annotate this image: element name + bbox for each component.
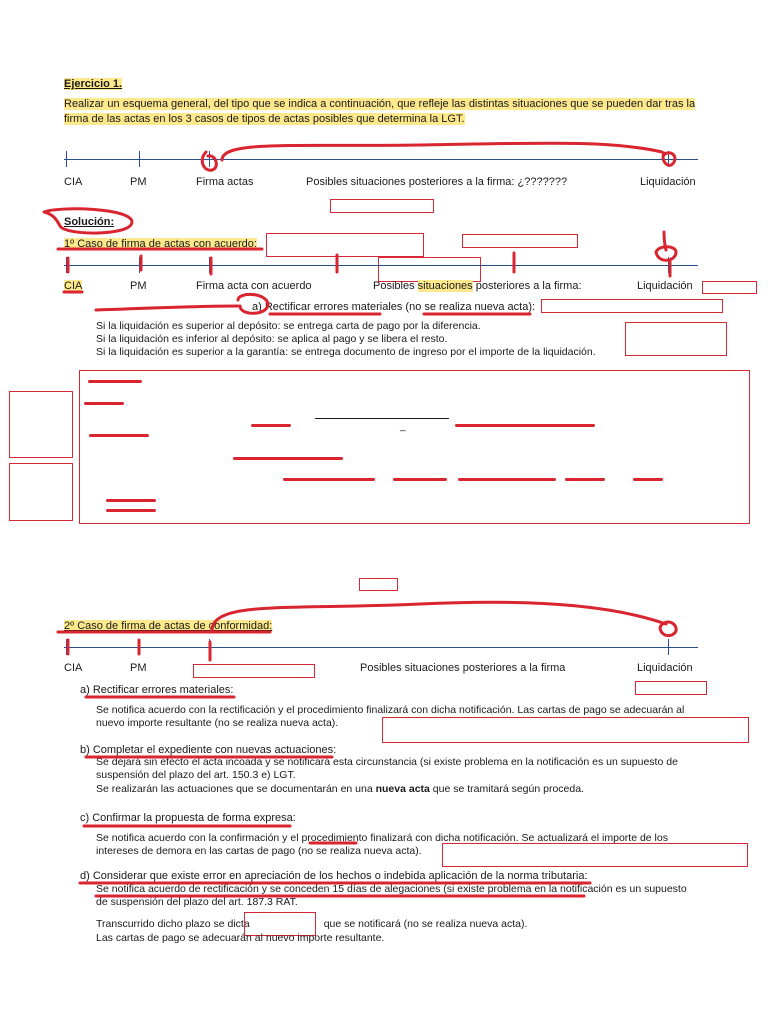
case-2-item-b-extra-post: que se tramitará según proceda. xyxy=(429,783,584,795)
case-2-item-b-line-2: suspensión del plazo del art. 150.3 e) LGT. xyxy=(96,769,296,781)
answer-box xyxy=(79,370,750,524)
case-2-item-d-label: d) Considerar que existe error en apreciación de los hechos o indebida aplicación de la norma tributaria: xyxy=(80,870,588,882)
handwritten-dash xyxy=(88,380,142,383)
case-1-title: 1º Caso de firma de actas con acuerdo: xyxy=(64,238,257,250)
annotation-box xyxy=(382,717,749,743)
timeline-3-tick-firma xyxy=(209,639,210,655)
ink-arrow xyxy=(664,232,666,250)
timeline-1-situaciones: Posibles situaciones posteriores a la firma: ¿??????? xyxy=(306,176,568,188)
annotation-box xyxy=(359,578,398,591)
fraction-line xyxy=(315,418,449,419)
case-1-item-a xyxy=(252,301,535,313)
timeline-1-firma: Firma actas xyxy=(196,176,254,188)
timeline-2-cia: CIA xyxy=(64,280,83,292)
timeline-2-firma: Firma acta con acuerdo xyxy=(196,280,312,292)
handwritten-dash xyxy=(89,434,149,437)
case-2-item-b-extra-pre: Se realizarán las actuaciones que se documentarán en una xyxy=(96,783,376,795)
case-1-item-a-letter: a) xyxy=(252,301,262,313)
handwritten-dash xyxy=(84,402,124,405)
timeline-1-liquidacion: Liquidación xyxy=(640,176,696,188)
case-1-line-2: Si la liquidación es inferior al depósito: se aplica al pago y se libera el resto. xyxy=(96,333,448,345)
timeline-3-tick-cia xyxy=(66,639,67,655)
timeline-1-pm: PM xyxy=(130,176,147,188)
handwritten-dash xyxy=(455,424,595,427)
case-1-line-1: Si la liquidación es superior al depósito: se entrega carta de pago por la diferencia. xyxy=(96,320,481,332)
case-2-item-c-line-1: Se notifica acuerdo con la confirmación y el procedimiento finalizará con dicha notificación. Se actualizará el importe de los xyxy=(96,832,668,844)
timeline-1-tick-firma xyxy=(209,151,210,167)
ink-arc xyxy=(212,602,666,632)
handwritten-dash xyxy=(458,478,556,481)
handwritten-dash xyxy=(251,424,291,427)
timeline-1-tick-cia xyxy=(66,151,67,167)
case-2-item-c-label: c) Confirmar la propuesta de forma expresa: xyxy=(80,812,296,824)
timeline-3-liquidacion: Liquidación xyxy=(637,662,693,674)
solution-title: Solución: xyxy=(64,216,115,228)
case-2-item-b-extra xyxy=(96,783,584,796)
case-2-item-d-extra-1-pre: Transcurrido dicho plazo se dicta xyxy=(96,918,250,930)
case-2-item-b-extra-bold: nueva acta xyxy=(375,783,430,795)
handwritten-dash xyxy=(283,478,375,481)
annotation-box xyxy=(9,463,73,521)
case-2-item-d-line-2: de suspensión del plazo del art. 187.3 RAT. xyxy=(96,896,298,908)
timeline-3-pm: PM xyxy=(130,662,147,674)
ink-arc xyxy=(222,143,662,160)
annotation-box xyxy=(378,257,481,282)
fraction-mark: _ xyxy=(400,421,406,432)
case-1-line-3: Si la liquidación es superior a la garantía: se entrega documento de ingreso por el importe de la liquidación. xyxy=(96,346,596,358)
timeline-3-cia: CIA xyxy=(64,662,83,674)
annotation-box xyxy=(330,199,434,213)
annotation-box xyxy=(702,281,757,294)
case-2-item-d-extra-1-post: que se notificará (no se realiza nueva acta). xyxy=(323,918,528,930)
timeline-2-pm: PM xyxy=(130,280,147,292)
case-2-item-b-label: b) Completar el expediente con nuevas actuaciones: xyxy=(80,744,337,756)
case-2-item-d-line-1: Se notifica acuerdo de rectificación y se conceden 15 días de alegaciones (si existe problema en la notificación es un supuesto xyxy=(96,883,687,895)
annotation-box xyxy=(541,299,723,313)
annotation-box xyxy=(442,843,748,867)
annotation-box xyxy=(635,681,707,695)
case-2-item-b-line-1: Se dejará sin efecto el acta incoada y se notificará esta circunstancia (si existe problema en la notificación es un supuesto de xyxy=(96,756,678,768)
timeline-2-situaciones-hl: situaciones xyxy=(417,280,473,292)
timeline-1-tick-pm xyxy=(139,151,140,167)
case-1-item-a-text: Rectificar errores materiales (no se realiza nueva acta): xyxy=(261,301,536,313)
ink-arrow xyxy=(96,306,238,310)
handwritten-dash xyxy=(565,478,605,481)
ink-circle xyxy=(660,622,676,636)
exercise-statement-text: Realizar un esquema general, del tipo que se indica a continuación, que refleje las distintas situaciones que se pueden dar tras la firma de las actas en los 3 casos de tipos de actas posibles que determina la LGT. xyxy=(64,98,696,125)
annotation-box xyxy=(193,664,315,678)
timeline-3-axis xyxy=(64,647,698,648)
exercise-statement xyxy=(64,97,714,127)
case-2-title: 2º Caso de firma de actas de conformidad: xyxy=(64,620,273,632)
timeline-3-tick-pm xyxy=(139,639,140,655)
timeline-2-liquidacion: Liquidación xyxy=(637,280,693,292)
handwritten-dash xyxy=(393,478,447,481)
exercise-title: Ejercicio 1. xyxy=(64,78,123,90)
case-2-item-d-extra-2: Las cartas de pago se adecuarán al nuevo importe resultante. xyxy=(96,932,385,944)
timeline-2-tick-liquidacion xyxy=(668,257,669,273)
timeline-1-cia: CIA xyxy=(64,176,83,188)
handwritten-dash xyxy=(233,457,343,460)
timeline-3-situaciones: Posibles situaciones posteriores a la firma xyxy=(360,662,566,674)
handwritten-dash xyxy=(106,509,156,512)
timeline-2-situaciones-pre: Posibles xyxy=(373,280,418,292)
timeline-2-situaciones-post: posteriores a la firma: xyxy=(472,280,582,292)
timeline-2-tick-cia xyxy=(66,257,67,273)
handwritten-dash xyxy=(106,499,156,502)
timeline-2-tick-pm xyxy=(139,257,140,273)
case-2-item-a-line-1: Se notifica acuerdo con la rectificación y el procedimiento finalizará con dicha notificación. Las cartas de pago se adecuarán al xyxy=(96,704,685,716)
ink-circle xyxy=(656,247,676,261)
annotation-box xyxy=(462,234,578,248)
annotation-box xyxy=(625,322,727,356)
timeline-2-axis xyxy=(64,265,698,266)
timeline-2-tick-firma xyxy=(209,257,210,273)
case-2-item-c-line-2: intereses de demora en las cartas de pago (no se realiza nueva acta). xyxy=(96,845,422,857)
timeline-1-axis xyxy=(64,159,698,160)
timeline-3-tick-liquidacion xyxy=(668,639,669,655)
annotation-box xyxy=(9,391,73,458)
case-2-item-a-label: a) Rectificar errores materiales: xyxy=(80,684,234,696)
timeline-2-situaciones xyxy=(373,280,582,292)
handwritten-dash xyxy=(633,478,663,481)
timeline-1-tick-liquidacion xyxy=(668,151,669,167)
annotation-box xyxy=(266,233,424,257)
case-2-item-a-line-2: nuevo importe resultante (no se realiza nueva acta). xyxy=(96,717,339,729)
